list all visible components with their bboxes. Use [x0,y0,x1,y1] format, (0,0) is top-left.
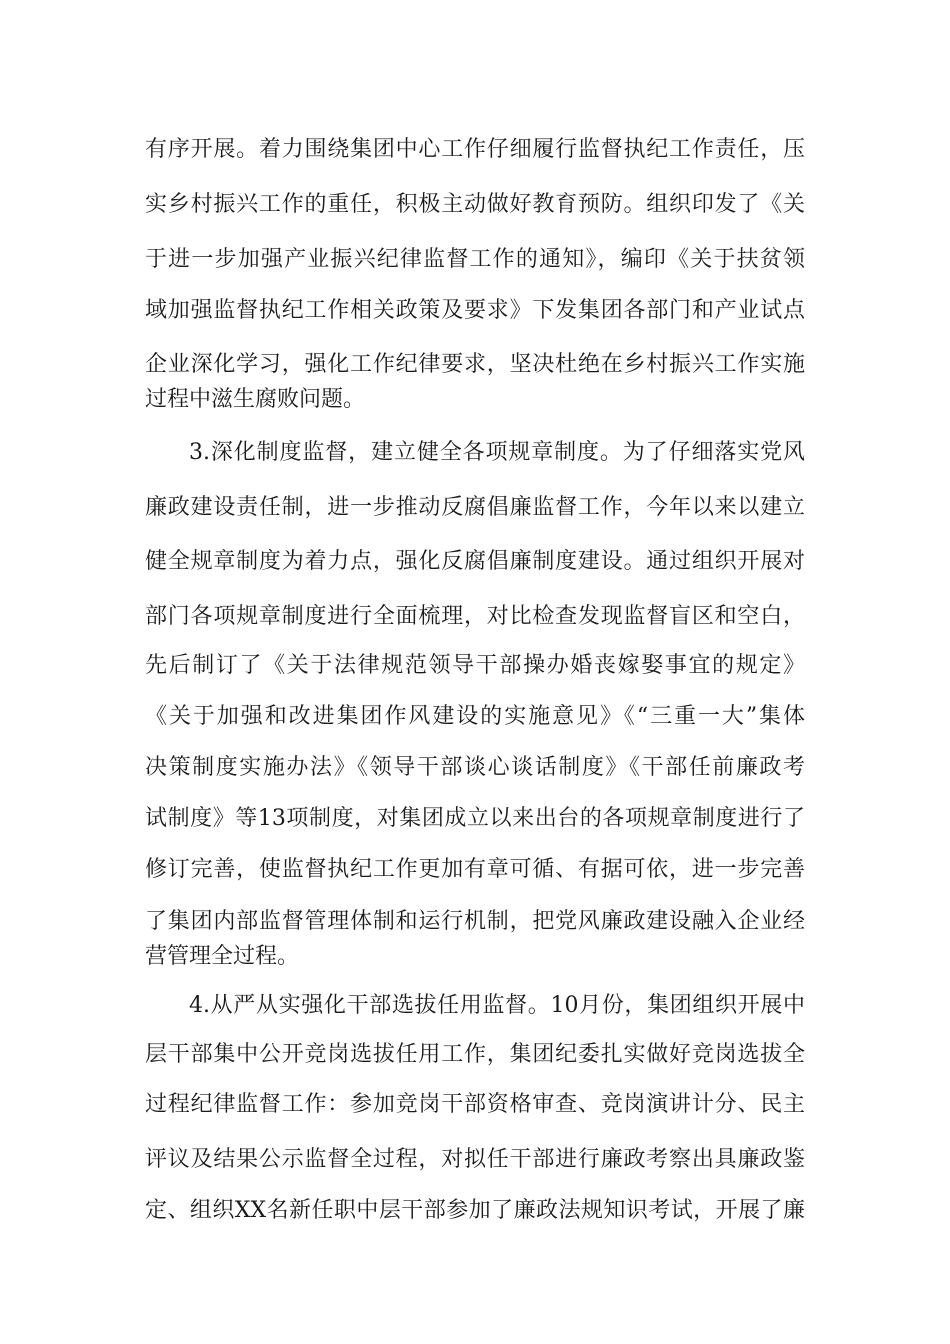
text-line: 《关于加强和改进集团作风建设的实施意见》《“三重一大”集体 [145,704,805,729]
paragraph-3-first-line: 3.深化制度监督，建立健全各项规章制度。为了仔细落实党风 [189,440,805,465]
text-line: 评议及结果公示监督全过程，对拟任干部进行廉政考察出具廉政鉴 [145,1147,805,1172]
text-line: 廉政建设责任制，进一步推动反腐倡廉监督工作，今年以来以建立 [145,495,805,520]
text-line: 过程纪律监督工作：参加竞岗干部资格审查、竞岗演讲计分、民主 [145,1092,805,1117]
text-line: 部门各项规章制度进行全面梳理，对比检查发现监督盲区和空白， [145,604,805,629]
text-line: 企业深化学习，强化工作纪律要求，坚决杜绝在乡村振兴工作实施 [145,352,805,377]
text-line: 试制度》等13项制度，对集团成立以来出台的各项规章制度进行了 [145,806,805,831]
paragraph-4-first-line: 4.从严从实强化干部选拔任用监督。10月份，集团组织开展中 [189,993,805,1018]
text-line: 定、组织XX名新任职中层干部参加了廉政法规知识考试，开展了廉 [145,1198,805,1223]
text-line: 健全规章制度为着力点，强化反腐倡廉制度建设。通过组织开展对 [145,549,805,574]
text-line: 营管理全过程。 [145,944,300,969]
text-line: 先后制订了《关于法律规范领导干部操办婚丧嫁娶事宜的规定》 [145,653,805,678]
text-line: 实乡村振兴工作的重任，积极主动做好教育预防。组织印发了《关 [145,192,805,217]
text-line: 了集团内部监督管理体制和运行机制，把党风廉政建设融入企业经 [145,909,805,934]
text-line: 决策制度实施办法》《领导干部谈心谈话制度》《干部任前廉政考 [145,755,805,780]
text-line: 于进一步加强产业振兴纪律监督工作的通知》，编印《关于扶贫领 [145,247,805,272]
text-line: 有序开展。着力围绕集团中心工作仔细履行监督执纪工作责任，压 [145,137,805,162]
text-line: 修订完善，使监督执纪工作更加有章可循、有据可依，进一步完善 [145,857,805,882]
text-line: 过程中滋生腐败问题。 [145,387,366,412]
text-line: 层干部集中公开竞岗选拔任用工作，集团纪委扎实做好竞岗选拔全 [145,1042,805,1067]
text-line: 域加强监督执纪工作相关政策及要求》下发集团各部门和产业试点 [145,298,805,323]
